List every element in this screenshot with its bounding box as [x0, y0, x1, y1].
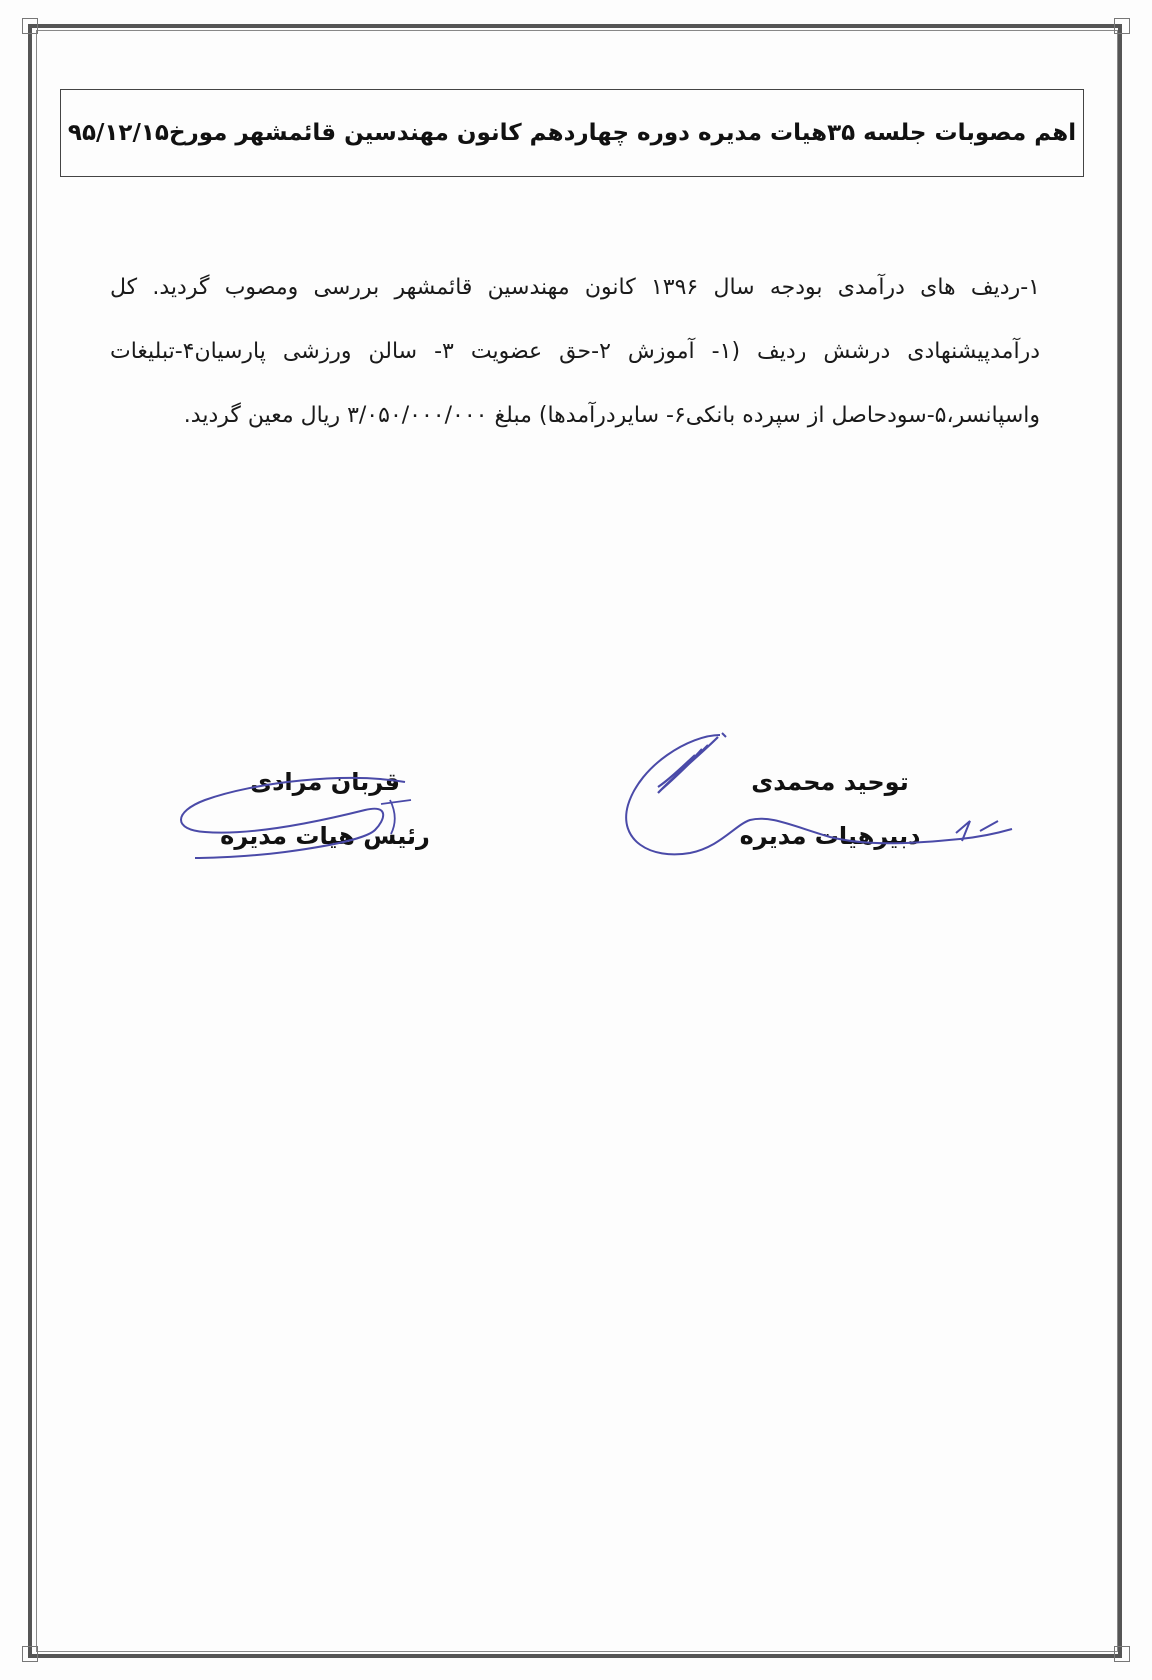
document-title: اهم مصوبات جلسه ۳۵هیات مدیره دوره چهاردهم کانون مهندسین قائمشهر مورخ۹۵/۱۲/۱۵: [67, 120, 1077, 146]
corner-ornament: [1114, 18, 1130, 34]
resolution-paragraph: ۱-ردیف های درآمدی بودجه سال ۱۳۹۶ کانون مهندسین قائمشهر بررسی ومصوب گردید. کل درآمدپیشنهادی درشش ردیف (۱- آموزش ۲-حق عضویت ۳- سالن ورزشی پارسیان۴-تبلیغات واسپانسر،۵-سودحاصل از سپرده بانکی۶- سایردرآمدها) مبلغ ۳/۰۵۰/۰۰۰/۰۰۰ ریال معین گردید.: [110, 275, 1041, 428]
secretary-role: دبیرهیات مدیره: [739, 822, 921, 850]
title-box: [60, 89, 1084, 177]
chairman-name: قربان مرادی: [250, 768, 400, 796]
secretary-signature-block: [720, 766, 940, 852]
secretary-name: توحید محمدی: [751, 768, 909, 796]
corner-ornament: [22, 1646, 38, 1662]
corner-ornament: [22, 18, 38, 34]
chairman-role: رئیس هیات مدیره: [220, 822, 430, 850]
corner-ornament: [1114, 1646, 1130, 1662]
chairman-signature-block: [190, 766, 460, 852]
